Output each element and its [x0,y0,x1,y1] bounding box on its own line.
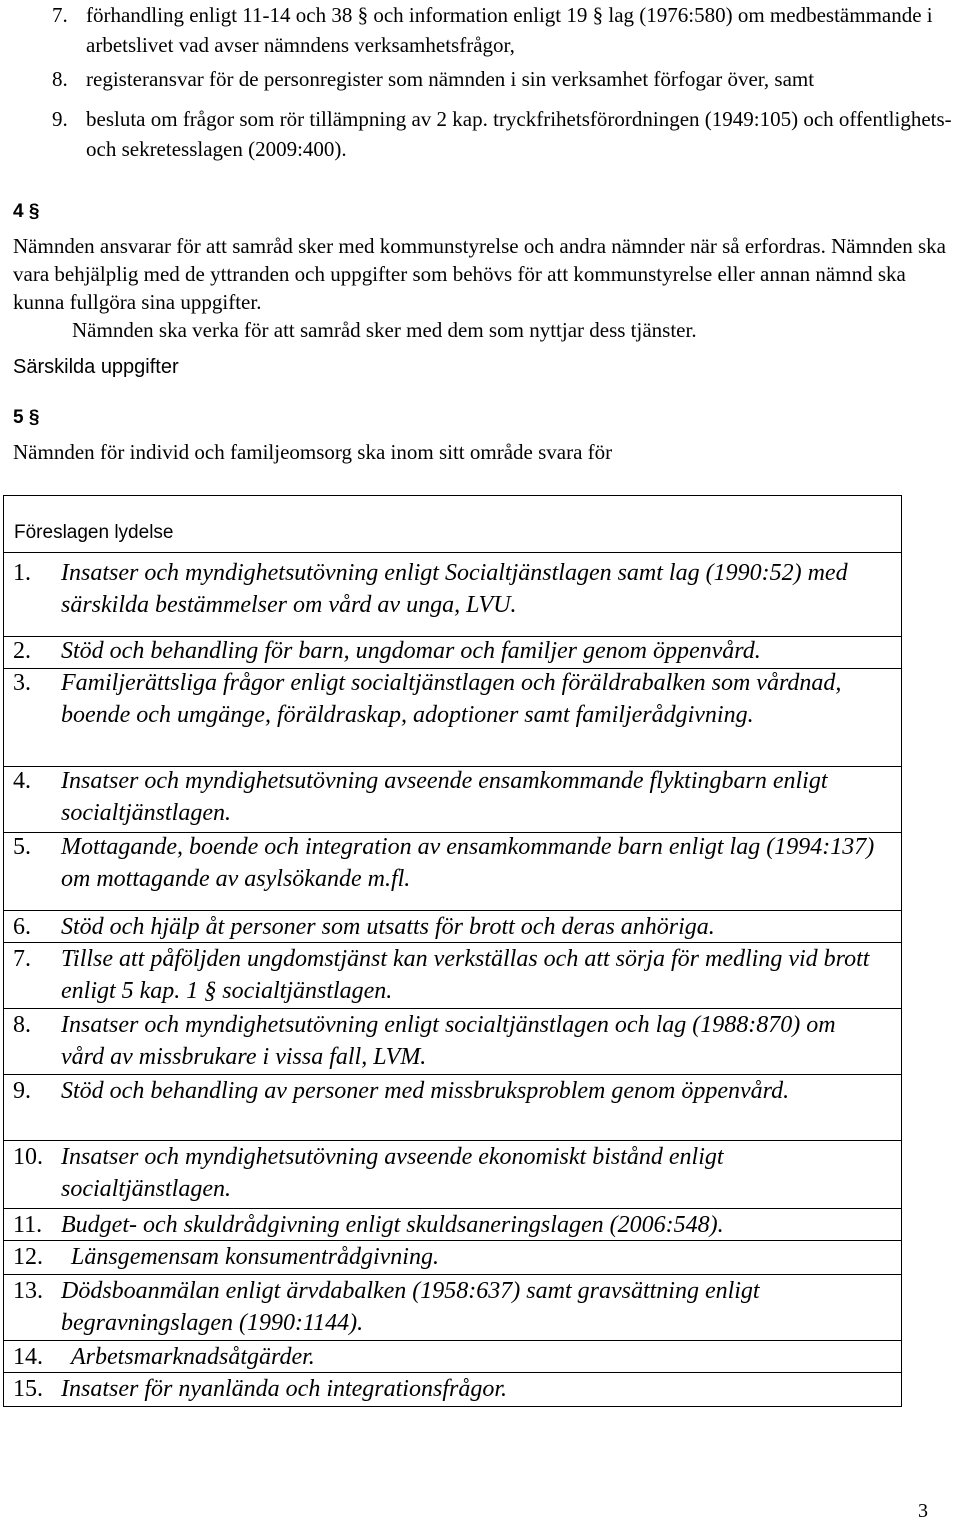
item-text: Stöd och behandling för barn, ungdomar och familjer genom öppenvård. [61,638,761,664]
item-text: Tillse att påföljden ungdomstjänst kan verkställas och att sörja för medling vid brott enligt 5 kap. 1 § socialtjänstlagen. [61,946,870,1004]
table-row [4,1208,901,1243]
section-5-label: 5 § [13,407,40,428]
proposed-text-box [3,495,902,1407]
table-row [4,1074,901,1141]
table-row [4,552,901,620]
list-item-text: registeransvar för de personregister som nämnden i sin verksamhet förfogar över, samt [86,67,815,91]
item-number: 12. [13,1244,43,1270]
item-number: 7. [13,946,31,972]
item-number: 10. [13,1144,43,1170]
item-number: 14. [13,1344,43,1370]
table-row [4,1008,901,1075]
item-text: Insatser och myndighetsutövning avseende ensamkommande flyktingbarn enligt socialtjänstlagen. [61,768,828,826]
item-number: 13. [13,1278,43,1304]
item-number: 9. [13,1078,31,1104]
item-number: 4. [13,768,31,794]
item-number: 6. [13,914,31,940]
item-number: 2. [13,638,31,664]
list-item-text: förhandling enligt 11-14 och 38 § och information enligt 19 § lag (1976:580) om medbestämmande i arbetslivet vad avser nämndens verksamhetsfrågor, [86,3,933,57]
item-text: Dödsboanmälan enligt ärvdabalken (1958:637) samt gravsättning enligt begravningslagen (1990:1144). [61,1278,760,1336]
table-row [4,1372,901,1407]
item-number: 11. [13,1212,43,1238]
item-number: 3. [13,670,31,696]
item-text: Länsgemensam konsumentrådgivning. [71,1244,439,1270]
item-text: Stöd och hjälp åt personer som utsatts för brott och deras anhöriga. [61,914,715,940]
item-text: Insatser och myndighetsutövning enligt Socialtjänstlagen samt lag (1990:52) med särskilda bestämmelser om vård av unga, LVU. [61,560,848,618]
section-4-label: 4 § [13,201,40,222]
table-row [4,668,901,769]
item-text: Budget- och skuldrådgivning enligt skuldsaneringslagen (2006:548). [61,1212,724,1238]
table-row [4,1140,901,1207]
item-text: Familjerättsliga frågor enligt socialtjänstlagen och föräldrabalken som vårdnad, boende och umgänge, föräldraskap, adoptioner samt familjerådgivning. [61,670,842,728]
list-item-number: 8. [52,67,68,91]
table-row [4,942,901,1009]
table-row [4,832,901,913]
item-number: 8. [13,1012,31,1038]
item-number: 1. [13,560,31,586]
section-heading: Särskilda uppgifter [13,356,179,378]
section-4-paragraph-2: Nämnden ska verka för att samråd sker med dem som nyttjar dess tjänster. [72,318,697,342]
list-item-number: 7. [52,3,68,27]
table-row [4,1240,901,1275]
table-row [4,910,901,945]
list-item-number: 9. [52,107,68,131]
item-text: Mottagande, boende och integration av ensamkommande barn enligt lag (1994:137) om mottagande av asylsökande m.fl. [61,834,875,892]
item-number: 15. [13,1376,43,1402]
box-title: Föreslagen lydelse [14,522,174,543]
item-number: 5. [13,834,31,860]
table-row [4,766,901,833]
table-row [4,1274,901,1341]
item-text: Insatser för nyanlända och integrationsfrågor. [61,1376,508,1402]
list-item-text: besluta om frågor som rör tillämpning av 2 kap. tryckfrihetsförordningen (1949:105) och offentlighets- och sekretesslagen (2009:400). [86,107,952,161]
item-text: Insatser och myndighetsutövning enligt socialtjänstlagen och lag (1988:870) om vård av missbrukare i vissa fall, LVM. [61,1012,836,1070]
section-4-paragraph: Nämnden ansvarar för att samråd sker med kommunstyrelse och andra nämnder när så erfordras. Nämnden ska vara behjälplig med de yttranden och uppgifter som behövs för att kommunstyrelse eller annan nämnd ska kunna fullgöra sina uppgifter. [13,234,946,314]
item-text: Stöd och behandling av personer med missbruksproblem genom öppenvård. [61,1078,790,1104]
item-text: Arbetsmarknadsåtgärder. [71,1344,315,1370]
item-text: Insatser och myndighetsutövning avseende ekonomiskt bistånd enligt socialtjänstlagen. [61,1144,724,1202]
section-5-paragraph: Nämnden för individ och familjeomsorg ska inom sitt område svara för [13,440,613,464]
table-row [4,1340,901,1375]
page-number: 3 [918,1500,928,1522]
